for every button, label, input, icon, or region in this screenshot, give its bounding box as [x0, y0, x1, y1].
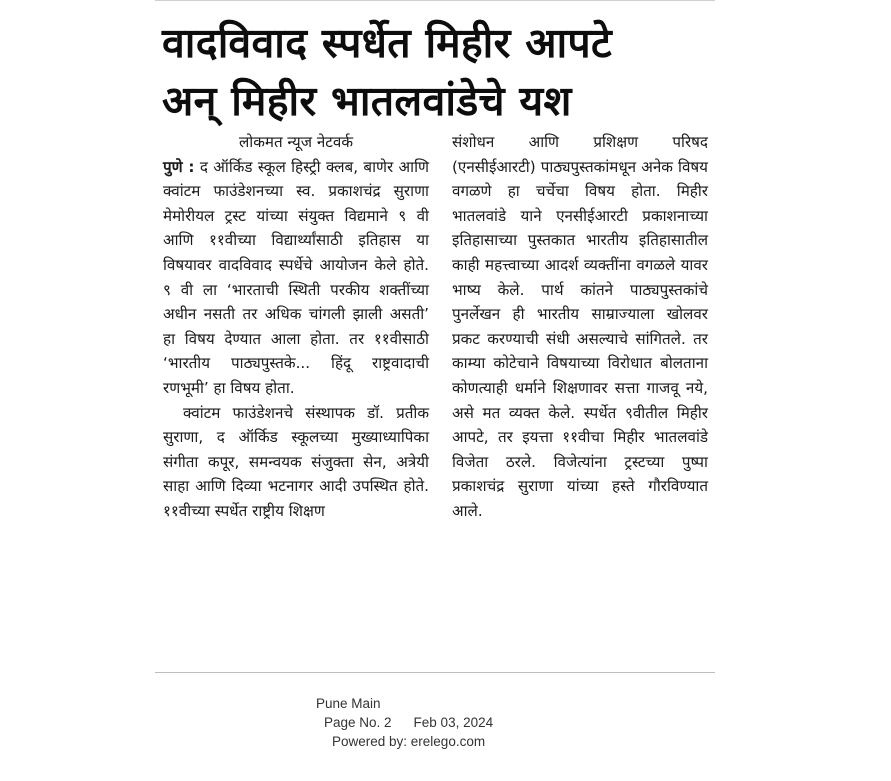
- page-info: [300, 713, 580, 732]
- publish-date: Feb 03, 2024: [413, 715, 494, 730]
- footer-rule: [155, 672, 715, 673]
- article-column-left: [163, 130, 429, 524]
- paragraph-2-continued: संशोधन आणि प्रशिक्षण परिषद (एनसीईआरटी) पाठ्यपुस्तकांमधून अनेक विषय वगळणे हा चर्चेचा विषय होता. मिहीर भातलवांडे याने एनसीईआरटी प्रकाशनाच्या इतिहासाच्या पुस्तकात भारतीय इतिहासातील काही महत्त्वाच्या आदर्श व्यक्तींना वगळले यावर भाष्य केले. पार्थ कांतने पाठ्यपुस्तकांचे पुनर्लेखन ही भारतीय साम्राज्याला खोलवर प्रकट करण्याची संधी असल्याचे सांगितले. तर काम्या कोटेचाने विषयाच्या विरोधात बोलताना कोणत्याही धर्माने शिक्षणावर सत्ता गाजवू नये, असे मत व्यक्त केले. स्पर्धेत ९वीतील मिहीर आपटे, तर इयत्ता ११वीचा मिहीर भातलवांडे विजेता ठरले. विजेत्यांना ट्रस्टच्या पुष्पा प्रकाशचंद्र सुराणा यांच्या हस्ते गौरविण्यात आले.: [452, 133, 708, 520]
- headline-line-1: वादविवाद स्पर्धेत मिहीर आपटे: [162, 19, 612, 67]
- powered-by: Powered by: erelego.com: [332, 734, 486, 749]
- edition-label: Pune Main: [316, 696, 381, 711]
- paragraph-1: [163, 155, 429, 401]
- byline: लोकमत न्यूज नेटवर्क: [238, 133, 354, 151]
- paragraph-2-start: [163, 401, 429, 524]
- paragraph-2-text-left: क्वांटम फाउंडेशनचे संस्थापक डॉ. प्रतीक सुराणा, द ऑर्किड स्कूलच्या मुख्याध्यापिका संगीता कपूर, समन्वयक संजुक्ता सेन, अत्रेयी साहा आणि दिव्या भटनागर आदी उपस्थित होते. ११वीच्या स्पर्धेत राष्ट्रीय शिक्षण: [163, 403, 429, 520]
- page-number: Page No. 2: [324, 715, 392, 730]
- paragraph-1-text: द ऑर्किड स्कूल हिस्ट्री क्लब, बाणेर आणि क्वांटम फाउंडेशनच्या स्व. प्रकाशचंद्र सुराणा मेमोरीयल ट्रस्ट यांच्या संयुक्त विद्यमाने ९ वी आणि ११वीच्या विद्यार्थ्यांसाठी इतिहास या विषयावर वादविवाद स्पर्धेचे आयोजन केले होते. ९ वी ला ‘भारताची स्थिती परकीय शक्तींच्या अधीन नसती तर अधिक चांगली झाली असती’ हा विषय देण्यात आला होता. तर ११वीसाठी ‘भारतीय पाठ्यपुस्तके... हिंदू राष्ट्रवादाची रणभूमी’ हा विषय होता.: [163, 157, 429, 397]
- headline-line-2: अन् मिहीर भातलवांडेचे यश: [162, 77, 572, 125]
- dateline: पुणे :: [163, 157, 195, 176]
- article-column-right: [452, 130, 708, 524]
- headline: [162, 14, 707, 130]
- top-border: [155, 0, 715, 1]
- footer: [300, 694, 580, 751]
